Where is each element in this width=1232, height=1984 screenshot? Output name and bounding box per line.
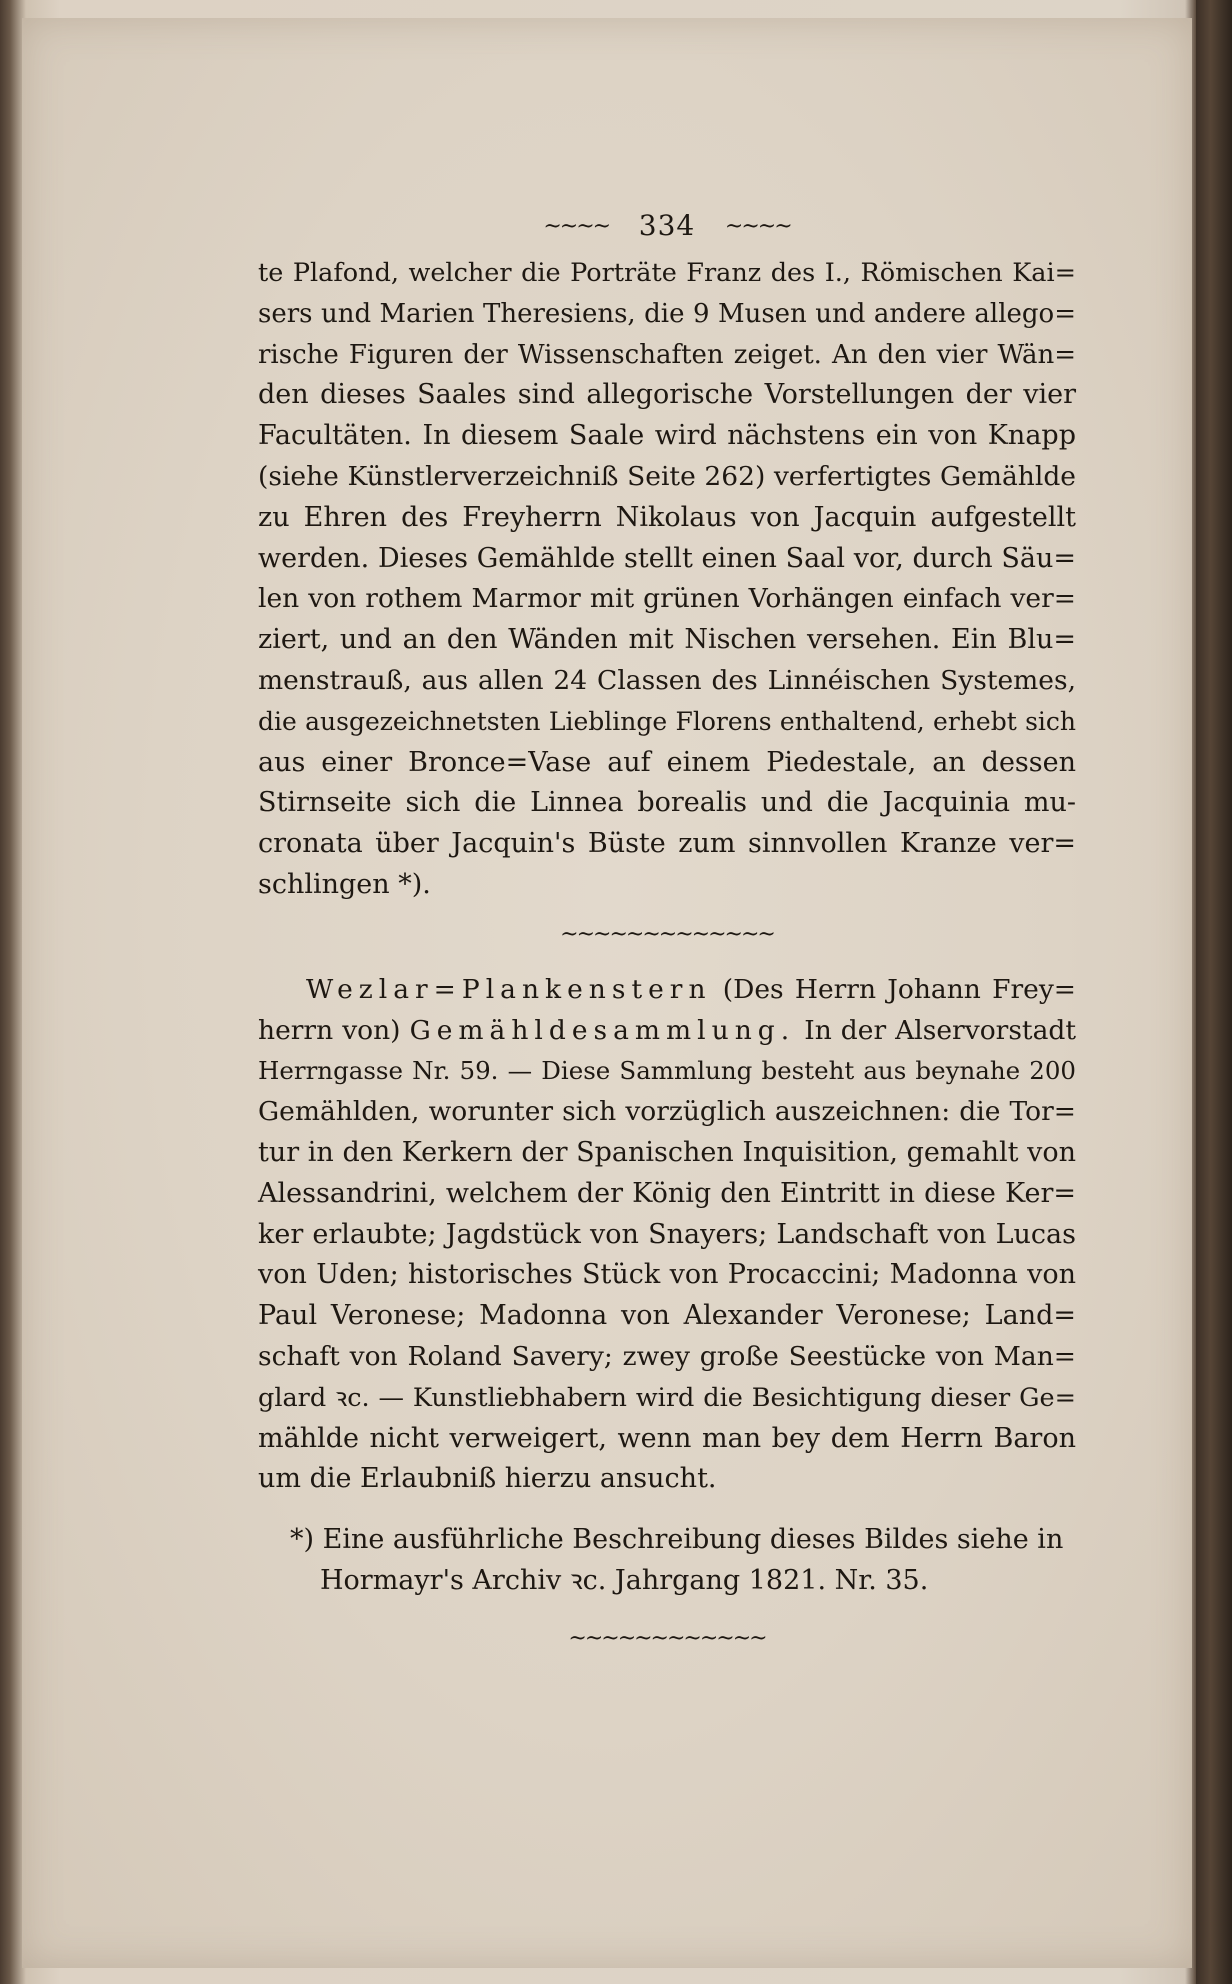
text-line: Herrngasse Nr. 59. — Diese Sammlung besteht aus beynahe 200 [258, 1056, 1076, 1086]
text-line: aus einer Bronce=Vase auf einem Piedestale, an dessen [258, 746, 1076, 778]
header-ornament-right: ~~~~ [724, 214, 791, 239]
text-line: Paul Veronese; Madonna von Alexander Veronese; Land= [258, 1300, 1076, 1332]
paragraph-university-hall [258, 253, 1076, 906]
text-line: werden. Dieses Gemählde stellt einen Saal vor, durch Säu= [258, 542, 1076, 574]
text-line: ker erlaubte; Jagdstück von Snayers; Landschaft von Lucas [258, 1218, 1076, 1250]
text-line: schaft von Roland Savery; zwey große Seestücke von Man= [258, 1340, 1076, 1372]
text-line: Gemählden, worunter sich vorzüglich auszeichnen: die Tor= [258, 1096, 1076, 1128]
text-line: te Plafond, welcher die Porträte Franz des I., Römischen Kai= [258, 258, 1076, 288]
text-line: von Uden; historisches Stück von Procaccini; Madonna von [258, 1259, 1076, 1291]
paragraph-wezlar-collection [258, 970, 1076, 1500]
text-line: mählde nicht verweigert, wenn man bey dem Herrn Baron [258, 1422, 1076, 1454]
text-line: Alessandrini, welchem der König den Eintritt in diese Ker= [258, 1177, 1076, 1209]
bottom-separator: ~~~~~~~~~~~~ [568, 1625, 766, 1651]
text-line: rische Figuren der Wissenschaften zeiget. An den vier Wän= [258, 339, 1076, 370]
text-line: herrn von) Gemähldesammlung. In der Alservorstadt [258, 1014, 1076, 1046]
text-line: glard ꝛc. — Kunstliebhabern wird die Besichtigung dieser Ge= [258, 1382, 1076, 1413]
text-line: die ausgezeichnetsten Lieblinge Florens enthaltend, erhebt sich [258, 706, 1076, 736]
page-content [258, 206, 1076, 1674]
text-line: len von rothem Marmor mit grünen Vorhängen einfach ver= [258, 583, 1076, 615]
text-line: cronata über Jacquin's Büste zum sinnvollen Kranze ver= [258, 828, 1076, 860]
page-header [258, 206, 1076, 247]
spaced-collection-word: Gemähldesammlung. [409, 1014, 796, 1046]
text-line: Stirnseite sich die Linnea borealis und die Jacquinia mu- [258, 787, 1076, 819]
text-line: den dieses Saales sind allegorische Vorstellungen der vier [258, 379, 1076, 411]
text-line: um die Erlaubniß hierzu ansucht. [258, 1463, 717, 1495]
text-line: Facultäten. In diesem Saale wird nächstens ein von Knapp [258, 420, 1076, 452]
footnote-line: Hormayr's Archiv ꝛc. Jahrgang 1821. Nr. 35. [320, 1564, 929, 1596]
text-line-lead: Wezlar=Plankenstern (Des Herrn Johann Frey= [258, 970, 1076, 1011]
text-line: ziert, und an den Wänden mit Nischen versehen. Ein Blu= [258, 624, 1076, 656]
footnote-line: *) Eine ausführliche Beschreibung dieses Bildes siehe in [290, 1524, 1064, 1556]
text-line: schlingen *). [258, 868, 431, 900]
header-ornament-left: ~~~~ [543, 214, 610, 239]
text-line: sers und Marien Theresiens, die 9 Musen und andere allego= [258, 298, 1076, 329]
text-line: zu Ehren des Freyherrn Nikolaus von Jacquin aufgestellt [258, 501, 1076, 533]
book-edge [1196, 0, 1232, 1984]
text-line: menstrauß, aus allen 24 Classen des Linnéischen Systemes, [258, 664, 1076, 696]
footnote [258, 1520, 1076, 1602]
spaced-heading: Wezlar=Plankenstern [306, 973, 712, 1005]
text-line: tur in den Kerkern der Spanischen Inquisition, gemahlt von [258, 1136, 1076, 1168]
text-line: (siehe Künstlerverzeichniß Seite 262) verfertigtes Gemählde [258, 460, 1076, 492]
page-number: 334 [638, 209, 696, 242]
section-separator: ~~~~~~~~~~~~~ [560, 921, 774, 947]
